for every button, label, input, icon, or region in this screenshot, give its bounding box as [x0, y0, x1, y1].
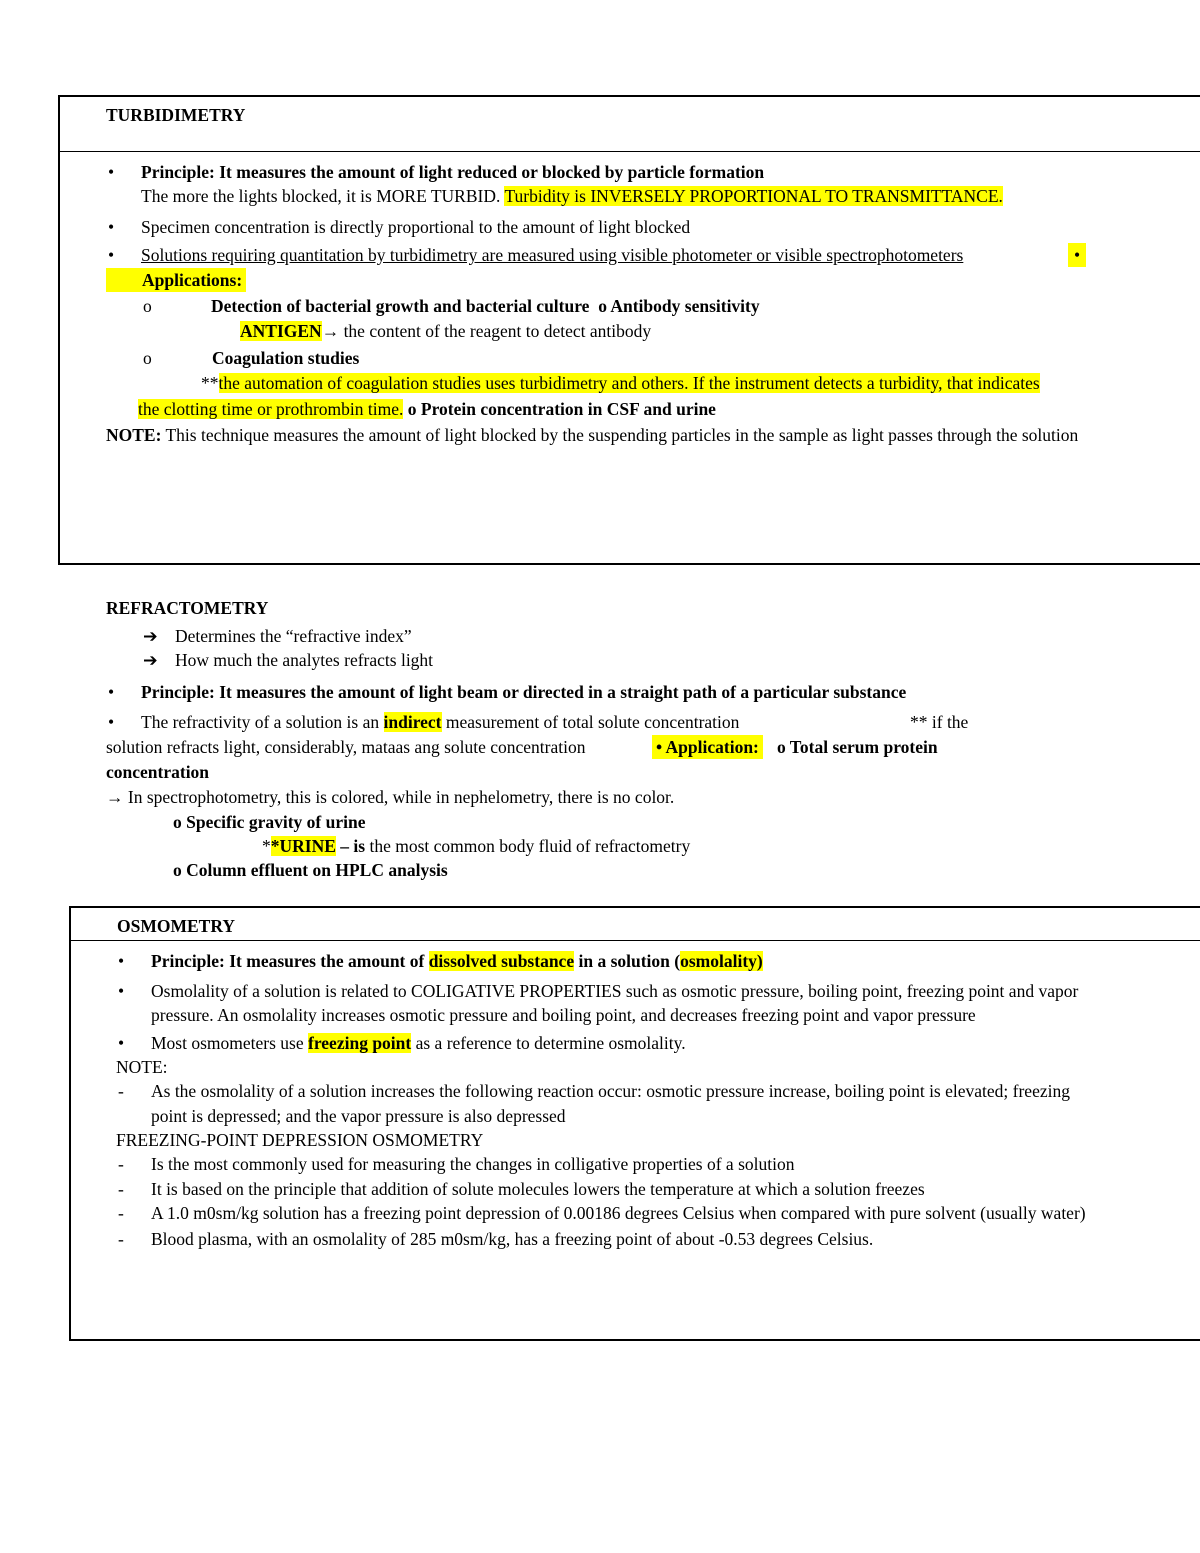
bullet-refr-2: • [108, 712, 115, 732]
solutions-line: Solutions requiring quantitation by turbidimetry are measured using visible photometer or visible spectrophotometers [141, 245, 964, 265]
coag-line: Coagulation studies [212, 348, 360, 368]
colig-line-2: pressure. An osmolality increases osmotic pressure and boiling point, and decreases freezing point and vapor pressure [151, 1005, 976, 1025]
refr-principle: Principle: It measures the amount of light beam or directed in a straight path of a particular substance [141, 682, 907, 702]
application-highlight: • Application: [652, 735, 763, 759]
bullet-osmo-2: • [118, 981, 125, 1001]
automation-highlight: the automation of coagulation studies uses turbidimetry and others. If the instrument detects a turbidity, that indicates [218, 373, 1040, 393]
clotting-line: the clotting time or prothrombin time. o Protein concentration in CSF and urine [138, 399, 716, 419]
o-marker-2: o [143, 348, 152, 368]
detection-line: Detection of bacterial growth and bacterial culture o Antibody sensitivity [211, 296, 760, 316]
specific-gravity: o Specific gravity of urine [173, 812, 366, 832]
turbidity-highlight: Turbidity is INVERSELY PROPORTIONAL TO TRANSMITTANCE. [504, 186, 1003, 206]
urine-highlight: *URINE [270, 836, 336, 856]
concentration: concentration [106, 762, 210, 782]
turbidity-line [141, 184, 1003, 208]
column-effluent: o Column effluent on HPLC analysis [173, 860, 448, 880]
antigen-highlight: ANTIGEN [240, 321, 322, 341]
dash-4: - [118, 1203, 124, 1223]
total-serum: o Total serum protein [777, 737, 938, 757]
fpd-4: Blood plasma, with an osmolality of 285 m0sm/kg, has a freezing point of about -0.53 degrees Celsius. [151, 1229, 874, 1249]
dash-3: - [118, 1179, 124, 1199]
turbidimetry-principle: Principle: It measures the amount of light reduced or blocked by particle formation [141, 162, 765, 182]
refr-item-1: Determines the “refractive index” [175, 626, 412, 646]
solution-line: solution refracts light, considerably, mataas ang solute concentration [106, 737, 586, 757]
spectro-line: → In spectrophotometry, this is colored, while in nephelometry, there is no color. [106, 787, 675, 807]
bullet-osmo-1: • [118, 951, 125, 971]
osmo-principle: Principle: It measures the amount of dissolved substance in a solution (osmolality) [151, 951, 763, 971]
most-osmometers: Most osmometers use freezing point as a reference to determine osmolality. [151, 1033, 686, 1053]
dash-5: - [118, 1229, 124, 1249]
refractometry-title: REFRACTOMETRY [106, 598, 269, 618]
bullet-3: • [108, 245, 115, 265]
arrow-1: ➔ [143, 626, 158, 646]
bullet-refr-1: • [108, 682, 115, 702]
fpd-title: FREEZING-POINT DEPRESSION OSMOMETRY [116, 1130, 484, 1150]
specimen-line: Specimen concentration is directly proportional to the amount of light blocked [141, 217, 691, 237]
bullet-2: • [108, 217, 115, 237]
automation-line: **the automation of coagulation studies uses turbidimetry and others. If the instrument detects a turbidity, that indicates [201, 373, 1040, 393]
osmometry-header [71, 908, 1200, 941]
fpd-3: A 1.0 m0sm/kg solution has a freezing point depression of 0.00186 degrees Celsius when compared with pure solvent (usually water) [151, 1203, 1086, 1223]
osmometry-title: OSMOMETRY [117, 916, 235, 936]
fpd-1: Is the most commonly used for measuring the changes in colligative properties of a solution [151, 1154, 795, 1174]
dissolved-highlight: dissolved substance [428, 951, 575, 971]
refractivity-line: The refractivity of a solution is an indirect measurement of total solute concentration [141, 712, 740, 732]
osmolality-highlight: osmolality) [680, 951, 763, 971]
as-line-2: point is depressed; and the vapor pressure is also depressed [151, 1106, 566, 1126]
clotting-highlight: the clotting time or prothrombin time. [138, 399, 404, 419]
freezing-highlight: freezing point [308, 1033, 412, 1053]
dash-2: - [118, 1154, 124, 1174]
if-the: ** if the [910, 712, 969, 732]
applications-bullet: • [1068, 243, 1086, 267]
turbid-text: The more the lights blocked, it is MORE TURBID. [141, 186, 505, 206]
urine-line: **URINE – is the most common body fluid of refractometry [262, 836, 691, 856]
osmo-note: NOTE: [116, 1057, 168, 1077]
bullet-osmo-3: • [118, 1033, 125, 1053]
as-line-1: As the osmolality of a solution increases the following reaction occur: osmotic pressure increase, boiling point is elevated; freezing [151, 1081, 1070, 1101]
turbidimetry-note: NOTE: This technique measures the amount of light blocked by the suspending particles in the sample as light passes through the solution [106, 425, 1079, 445]
indirect-highlight: indirect [383, 712, 442, 732]
dash-1: - [118, 1081, 124, 1101]
arrow-2: ➔ [143, 650, 158, 670]
turbidimetry-title: TURBIDIMETRY [106, 105, 246, 125]
fpd-2: It is based on the principle that addition of solute molecules lowers the temperature at which a solution freezes [151, 1179, 925, 1199]
colig-line-1: Osmolality of a solution is related to COLIGATIVE PROPERTIES such as osmotic pressure, boiling point, freezing point and vapor [151, 981, 1079, 1001]
applications-label: Applications: [106, 268, 246, 292]
bullet-1: • [108, 162, 115, 182]
o-marker-1: o [143, 296, 152, 316]
antigen-line: ANTIGEN→ the content of the reagent to detect antibody [240, 321, 652, 341]
refr-item-2: How much the analytes refracts light [175, 650, 434, 670]
